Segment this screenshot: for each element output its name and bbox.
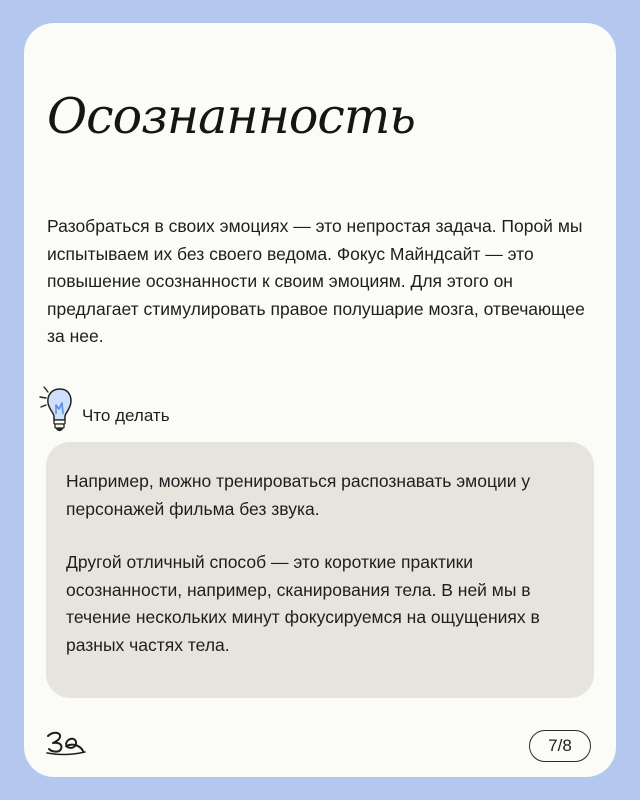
tip-box [46,442,594,698]
tip-paragraph-1: Например, можно тренироваться распознавать эмоции у персонажей фильма без звука. [66,471,531,519]
slide-title: Осознанность [47,88,415,145]
tip-paragraph-2: Другой отличный способ — это короткие практики осознанности, например, сканирования тела. В ней мы в течение нескольких минут фокусируемся на ощущениях в разных частях тела. [66,552,540,655]
lightbulb-icon [38,383,78,437]
page-indicator: 7/8 [529,730,591,762]
brand-logo-icon [44,726,88,758]
tip-label: Что делать [82,406,170,425]
intro-paragraph: Разобраться в своих эмоциях — это непростая задача. Порой мы испытываем их без своего ведома. Фокус Майндсайт — это повышение осознанности к своим эмоциям. Для этого он предлагает стимулировать правое полушарие мозга, отвечающее за нее. [47,216,585,346]
slide-card [24,23,616,777]
